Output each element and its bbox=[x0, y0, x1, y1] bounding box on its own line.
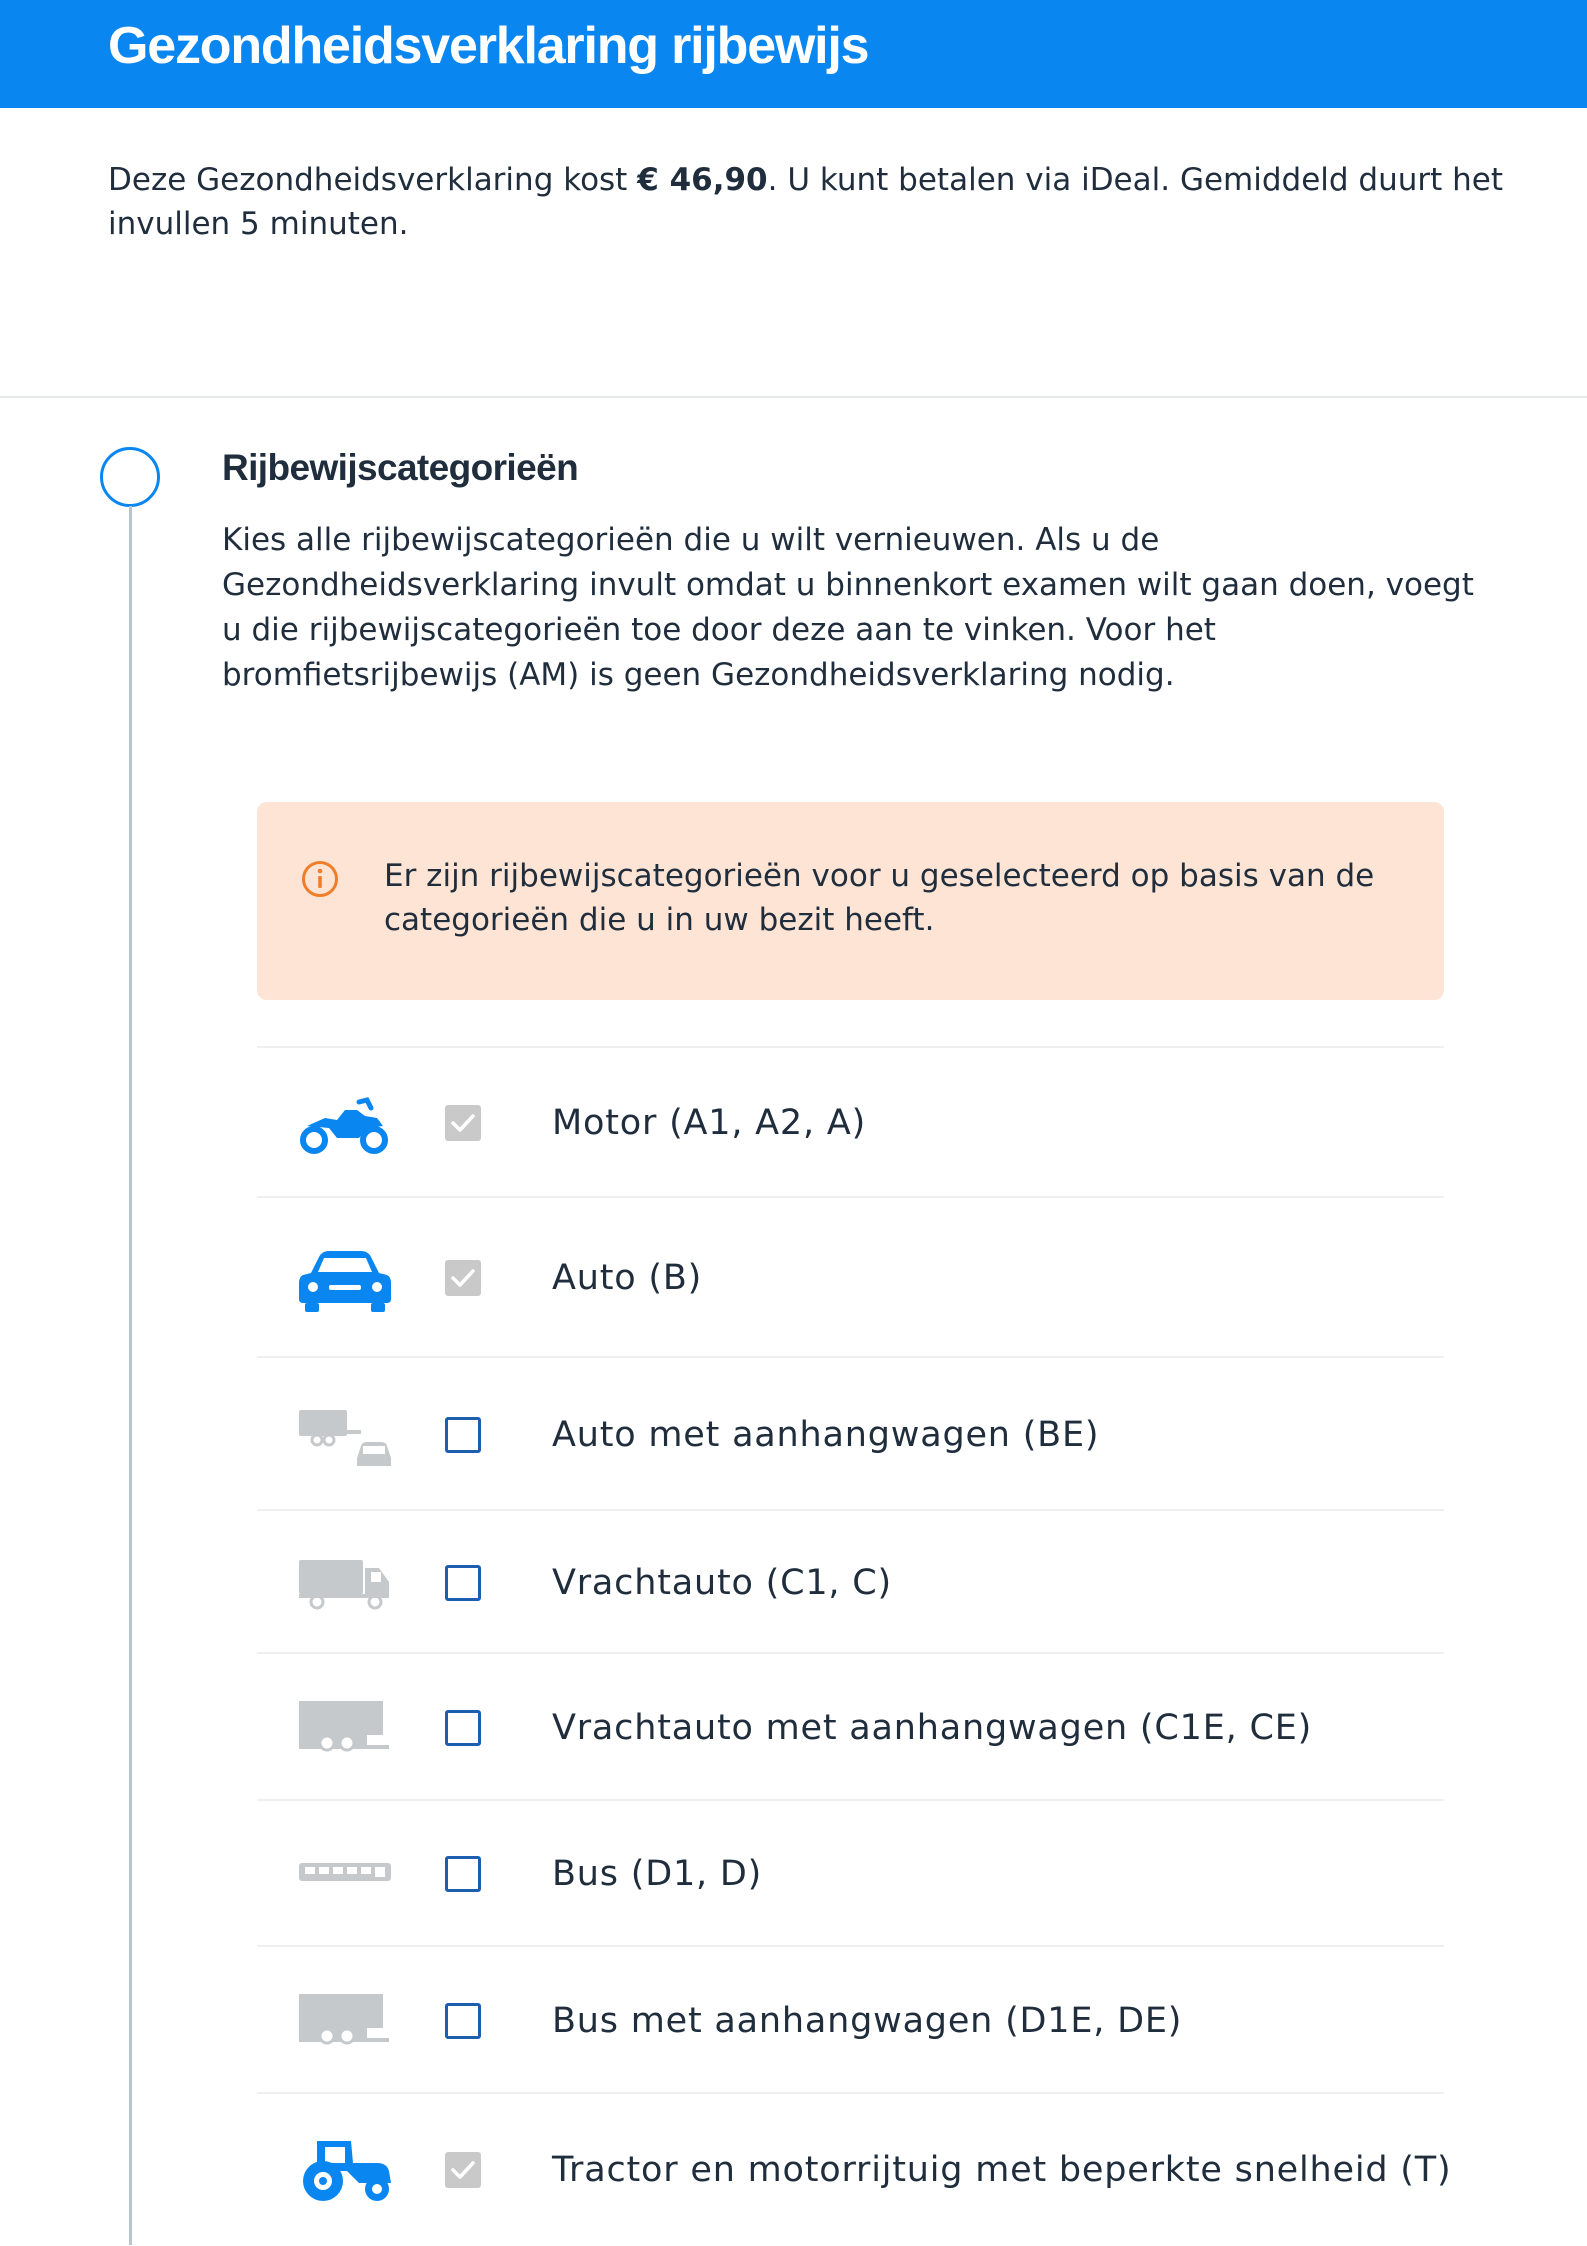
checkmark-icon bbox=[445, 1105, 481, 1141]
category-label: Auto met aanhangwagen (BE) bbox=[552, 1415, 1100, 1455]
step-indicator-line bbox=[129, 506, 132, 2245]
checkmark-icon bbox=[445, 2152, 481, 2188]
truck-trailer-icon bbox=[297, 1693, 393, 1763]
category-row[interactable] bbox=[257, 2092, 1452, 2246]
category-label: Vrachtauto (C1, C) bbox=[552, 1563, 892, 1603]
intro-text-end: . U kunt betalen via iDeal. Gemiddeld duurt het invullen 5 minuten. bbox=[108, 162, 1504, 242]
bus-icon bbox=[297, 1839, 393, 1909]
category-row[interactable] bbox=[257, 1046, 1444, 1198]
category-label: Auto (B) bbox=[552, 1258, 703, 1298]
motorcycle-icon bbox=[297, 1088, 393, 1158]
car-icon bbox=[297, 1243, 393, 1313]
step-indicator-circle bbox=[100, 447, 160, 507]
page-header bbox=[0, 0, 1587, 108]
checkmark-icon bbox=[445, 1260, 481, 1296]
category-label: Bus met aanhangwagen (D1E, DE) bbox=[552, 2001, 1183, 2041]
price: € 46,90 bbox=[637, 162, 768, 198]
category-checkbox[interactable] bbox=[445, 2152, 481, 2188]
truck-icon bbox=[297, 1548, 393, 1618]
tractor-icon bbox=[297, 2135, 393, 2205]
category-checkbox[interactable] bbox=[445, 1105, 481, 1141]
category-row[interactable] bbox=[257, 1356, 1444, 1511]
category-checkbox[interactable] bbox=[445, 2003, 481, 2039]
category-row[interactable] bbox=[257, 1799, 1444, 1947]
category-label: Tractor en motorrijtuig met beperkte snelheid (T) bbox=[552, 2150, 1452, 2190]
category-row[interactable] bbox=[257, 1945, 1444, 2094]
category-row[interactable] bbox=[257, 1652, 1444, 1801]
category-checkbox[interactable] bbox=[445, 1856, 481, 1892]
category-checkbox[interactable] bbox=[445, 1565, 481, 1601]
category-checkbox[interactable] bbox=[445, 1710, 481, 1746]
selection-notice bbox=[257, 802, 1444, 1000]
category-checkbox[interactable] bbox=[445, 1260, 481, 1296]
category-row[interactable] bbox=[257, 1196, 1444, 1358]
category-label: Vrachtauto met aanhangwagen (C1E, CE) bbox=[552, 1708, 1313, 1748]
section-title: Rijbewijscategorieën bbox=[222, 447, 579, 488]
section-description: Kies alle rijbewijscategorieën die u wilt vernieuwen. Als u de Gezondheidsverklaring invult omdat u binnenkort examen wilt gaan doen, voegt u die rijbewijscategorieën toe door deze aan te vinken. Voor het bromfietsrijbewijs (AM) is geen Gezondheidsverklaring nodig. bbox=[222, 522, 1474, 693]
notice-text: Er zijn rijbewijscategorieën voor u geselecteerd op basis van de categorieën die u in uw bezit heeft. bbox=[384, 858, 1375, 938]
page-title: Gezondheidsverklaring rijbewijs bbox=[108, 17, 869, 75]
info-icon bbox=[301, 860, 339, 898]
car-trailer-icon bbox=[297, 1400, 393, 1470]
section-divider bbox=[0, 396, 1587, 398]
category-checkbox[interactable] bbox=[445, 1417, 481, 1453]
category-label: Motor (A1, A2, A) bbox=[552, 1103, 867, 1143]
intro-text-start: Deze Gezondheidsverklaring kost bbox=[108, 162, 638, 198]
category-row[interactable] bbox=[257, 1509, 1444, 1654]
bus-trailer-icon bbox=[297, 1986, 393, 2056]
category-label: Bus (D1, D) bbox=[552, 1854, 763, 1894]
intro-text bbox=[108, 158, 1508, 246]
